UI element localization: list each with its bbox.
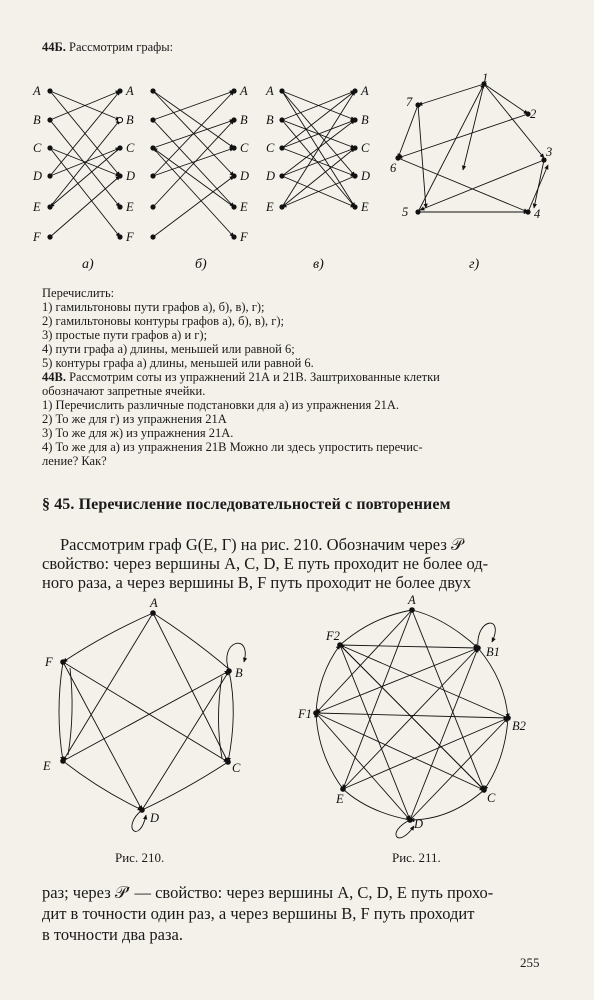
figure-210 (59, 613, 245, 831)
figure-211 (316, 610, 508, 838)
graph-a-labels (32, 84, 135, 244)
paragraph-line: свойство: через вершины A, C, D, E путь проходит не более од- (42, 554, 489, 573)
node-label: E (336, 792, 344, 806)
node-label: E (361, 200, 369, 214)
exercise-label: 44В. (42, 370, 66, 384)
list-header: Перечислить: (42, 286, 115, 300)
node-label: F2 (326, 629, 340, 643)
list-item: 5) контуры графа а) длины, меньшей или равной 6. (42, 356, 314, 370)
node-label: E (240, 200, 248, 214)
node-label: E (43, 759, 51, 773)
list-item: 2) гамильтоновы контуры графов а), б), в), г); (42, 314, 284, 328)
node-label: E (266, 200, 274, 214)
list-item: 3) простые пути графов а) и г); (42, 328, 208, 342)
node-label: E (33, 200, 41, 214)
figure-210-caption: Рис. 210. (115, 850, 165, 865)
node-label: A (408, 593, 416, 607)
page-number: 255 (520, 955, 540, 970)
node-label: A (361, 84, 369, 98)
exercise-label: 44Б. (42, 40, 66, 54)
node-label: B2 (512, 719, 526, 733)
node-label: 3 (546, 145, 553, 159)
node-label: F (33, 230, 41, 244)
paragraph-line: ного раза, а через вершины B, F путь проходит не более двух (42, 573, 472, 592)
node-label: C (487, 791, 496, 805)
list-item: 1) гамильтоновы пути графов а), б), в), г); (42, 300, 265, 314)
paragraph-line: Рассмотрим граф G(E, Г) на рис. 210. Обозначим через 𝒫 (60, 535, 463, 554)
node-label: D (361, 169, 371, 183)
node-label: F (126, 230, 134, 244)
node-label: B (235, 666, 243, 680)
node-label: D (240, 169, 250, 183)
node-label: B1 (486, 645, 500, 659)
node-label: B (266, 113, 274, 127)
node-label: A (126, 84, 134, 98)
node-label: C (266, 141, 275, 155)
figure-211-nodes (313, 607, 511, 823)
graph-g (398, 84, 548, 212)
graph-b-labels (239, 84, 249, 244)
caption-v: в) (313, 257, 324, 272)
node-label: B (240, 113, 248, 127)
list-item: 4) То же для а) из упражнения 21В Можно ли здесь упростить перечис- (42, 440, 423, 454)
ex44v-line1: Рассмотрим соты из упражнений 21А и 21В. Заштрихованные клетки (65, 370, 440, 384)
node-label: C (232, 761, 241, 775)
section-title: § 45. Перечисление последовательностей с повторением (42, 496, 451, 513)
node-label: E (126, 200, 134, 214)
node-label: A (266, 84, 274, 98)
node-label: B (361, 113, 369, 127)
paragraph-line: раз; через 𝒫′ — свойство: через вершины A, C, D, E путь прохо- (42, 883, 494, 902)
intro-text: Рассмотрим графы: (65, 40, 174, 54)
node-label: F (45, 655, 53, 669)
ex44v-line2: обозначают запретные ячейки. (42, 384, 206, 398)
graph-captions (82, 257, 479, 272)
node-label: 6 (390, 161, 397, 175)
graph-b (153, 91, 234, 237)
graph-g-labels (390, 71, 552, 221)
node-label: 7 (406, 95, 413, 109)
node-label: C (126, 141, 135, 155)
node-label: B (126, 113, 134, 127)
node-label: D (266, 169, 276, 183)
graph-v (282, 91, 355, 207)
node-label: C (33, 141, 42, 155)
node-label: 5 (402, 205, 409, 219)
node-label: 2 (530, 107, 537, 121)
node-label: B (33, 113, 41, 127)
caption-g: г) (469, 257, 480, 272)
figure-211-labels (297, 593, 526, 831)
graph-a (50, 91, 120, 237)
node-label: D (126, 169, 136, 183)
node-label: 4 (534, 207, 541, 221)
node-label: A (33, 84, 41, 98)
list-item: 2) То же для г) из упражнения 21А (42, 412, 227, 426)
node-label: D (150, 811, 160, 825)
node-label: D (414, 817, 424, 831)
graph-g-nodes (395, 81, 546, 214)
node-label: F1 (298, 707, 312, 721)
paragraph-line: в точности два раза. (42, 925, 183, 944)
figure-211-caption: Рис. 211. (392, 850, 441, 865)
figure-210-nodes (60, 610, 232, 813)
exercise-44v (42, 370, 440, 384)
node-label: F (240, 230, 248, 244)
node-label: C (240, 141, 249, 155)
node-label: A (240, 84, 248, 98)
list-item: 3) То же для ж) из упражнения 21А. (42, 426, 234, 440)
list-item: 4) пути графа а) длины, меньшей или равной 6; (42, 342, 295, 356)
node-label: A (150, 596, 158, 610)
caption-b: б) (195, 257, 207, 272)
list-item: 1) Перечислить различные подстановки для а) из упражнения 21А. (42, 398, 400, 412)
list-item: ление? Как? (42, 454, 107, 468)
node-label: C (361, 141, 370, 155)
node-label: 1 (482, 71, 489, 85)
node-label: D (33, 169, 43, 183)
paragraph-line: дит в точности один раз, а через вершины B, F путь проходит (42, 904, 475, 923)
caption-a: а) (82, 257, 94, 272)
